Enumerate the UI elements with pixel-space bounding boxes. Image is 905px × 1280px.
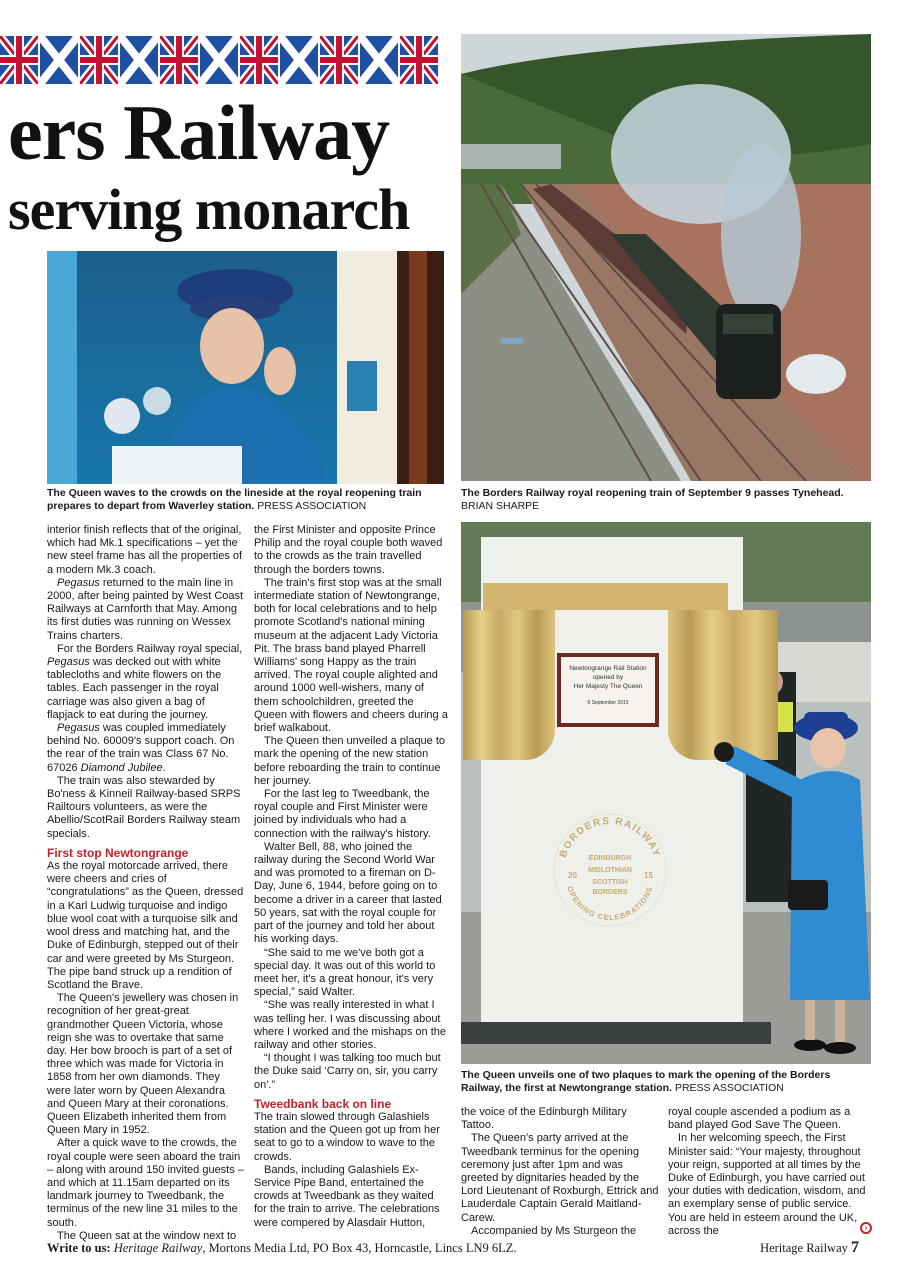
logo-arc-bottom: OPENING CELEBRATIONS (565, 884, 655, 923)
union-flag-icon (240, 36, 278, 84)
union-flag-icon (320, 36, 358, 84)
caption-credit: PRESS ASSOCIATION (257, 500, 367, 512)
footer-folio: Heritage Railway 7 (760, 1239, 859, 1256)
paragraph: For the Borders Railway royal special, Pegasus was decked out with white tablecloths and white flowers on the tables. Each passenger in the royal carriage was also given a bag of flapjack to eat during the journey. (47, 642, 243, 721)
body-column-4 (668, 1106, 866, 1238)
paragraph: For the last leg to Tweedbank, the royal couple and First Minister were joined by individuals who had a connection with the railway's history. (254, 788, 431, 840)
paragraph: In her welcoming speech, the First Minister said: “Your majesty, throughout your reign, supported at all times by the Duke of Edinburgh, you have carried out your duties with dedication, wisdom, and an exemplary sense of public service. You are held in esteem around the UK, across the (668, 1132, 866, 1237)
paragraph: The Queen sat at the window next to (57, 1229, 237, 1242)
queen-figure (710, 700, 870, 1060)
caption-credit: BRIAN SHARPE (461, 500, 540, 512)
caption-bold: The Queen waves to the crowds on the lineside at the royal reopening train prepares to depart from Waverley station. (47, 487, 422, 512)
queen-window-photo (47, 251, 444, 484)
union-flag-icon (400, 36, 438, 84)
paragraph: “She said to me we've both got a special day. It was out of this world to meet her, it's a great honour, it's very special,” said Walter. (254, 946, 436, 999)
logo-arc-top: BORDERS RAILWAY (557, 815, 663, 860)
sign-date: 9 September 2015 (587, 700, 629, 706)
body-column-2 (254, 524, 448, 1230)
paragraph: Pegasus was coupled immediately behind No. 60009's support coach. On the rear of the train was Class 67 No. 67026 Diamond Jubilee. (47, 722, 235, 774)
logo-l3: SCOTTISH (592, 879, 628, 886)
subheading: First stop Newtongrange (47, 845, 189, 860)
paragraph: The Queen's jewellery was chosen in recognition of her great-great grandmother Queen Victoria, whose reign she was to overtake that same day. Her bow brooch is part of a set of three which was made for Victoria in 1858 from her own diamonds. They were later worn by Queen Alexandra and Queen Mary at their coronations. Queen Elizabeth inherited them from Queen Mary in 1952. (47, 992, 239, 1137)
paragraph: interior finish reflects that of the original, which had Mk.1 specifications – yet the new steel frame has all the properties of a modern Mk.3 coach. (47, 524, 243, 576)
paragraph: The train's first stop was at the small intermediate station of Newtongrange, both for local celebrations and to help promote Scotland's national mining museum at the adjacent Lady Victoria Pit. The brass band played Pharrell Williams' song Happy as the train arrived. The royal couple alighted and around 1000 well-wishers, many of them schoolchildren, greeted the Queen with flowers and cheers during a brief walkabout. (254, 576, 448, 735)
headline-line1: ers Railway (8, 89, 390, 176)
union-flag-icon (80, 36, 118, 84)
union-flag-icon (40, 36, 78, 84)
page-number: 7 (851, 1239, 859, 1256)
union-flag-icon (120, 36, 158, 84)
caption-bold: The Borders Railway royal reopening train of September 9 passes Tynehead. (461, 487, 844, 499)
caption-bold: The Queen unveils one of two plaques to mark the opening of the Borders Railway, the first at Newtongrange station. (461, 1069, 831, 1094)
page-footer (47, 1241, 859, 1257)
paragraph: royal couple ascended a podium as a band played God Save The Queen. (668, 1106, 851, 1132)
paragraph: The train slowed through Galashiels station and the Queen got up from her seat to go to a window to wave to the crowds. (254, 1110, 440, 1163)
paragraph: Pegasus returned to the main line in 2000, after being painted by West Coast Railways at Carnforth that May. Among its first duties was running on Wessex Trains charters. (47, 576, 244, 642)
logo-l2: MIDLOTHIAN (588, 867, 632, 874)
paragraph: As the royal motorcade arrived, there were cheers and cries of “congratulations” as the Queen, dressed in a Karl Ludwig turquoise and indigo blue wool coat with a turquoise silk and wool dress and matching hat, and the Duke of Edinburgh, stepped out of their car and were greeted by Ms Sturgeon. The pipe band struck up a rendition of Scotland the Brave. (47, 860, 244, 991)
caption-queen-window (47, 487, 447, 513)
paragraph: “She was really interested in what I was telling her. I was discussing about where I worked and the mishaps on the railway and other stories. (254, 999, 447, 1051)
sign-line2: opened by (592, 674, 624, 681)
union-flag-bunting (0, 36, 460, 86)
footer-address: Write to us: Heritage Railway, Mortons Media Ltd, PO Box 43, Horncastle, Lincs LN9 6LZ. (47, 1241, 517, 1255)
caption-train (461, 487, 881, 513)
sign-line1: Newtongrange Rail Station (569, 665, 647, 672)
headline-line2: serving monarch (8, 177, 410, 242)
paragraph: the First Minister and opposite Prince Philip and the royal couple both waved to the crowds as the train travelled through the borders towns. (254, 524, 443, 576)
union-flag-icon (280, 36, 318, 84)
borders-railway-logo (550, 810, 670, 930)
paragraph: Walter Bell, 88, who joined the railway during the Second World War and was promoted to a fireman on D-Day, June 6, 1944, before going on to become a driver in a career that lasted 50 years, sat with the royal couple for part of the journey and told her about his working days. (254, 840, 442, 946)
union-flag-icon (200, 36, 238, 84)
svg-text:BORDERS RAILWAY (558, 816, 662, 859)
paragraph: Accompanied by Ms Sturgeon the (471, 1224, 637, 1237)
paragraph: The Queen's party arrived at the Tweedbank terminus for the opening ceremony just after 1pm and was greeted by dignitaries headed by the Lord Lieutenant of Roxburgh, Ettrick and Lauderdale Captain Gerald Maitland-Carew. (461, 1132, 659, 1224)
paragraph: The train was also stewarded by Bo'ness & Kinneil Railway-based SRPS Railtours volunteers, as were the Abellio/ScotRail Borders Railway steam specials. (47, 774, 241, 840)
union-flag-icon (160, 36, 198, 84)
train-photo (461, 34, 871, 481)
paragraph: “I thought I was talking too much but the Duke said ‘Carry on, sir, you carry on'.” (254, 1052, 441, 1091)
logo-year-left: 20 (568, 871, 577, 880)
paragraph: Bands, including Galashiels Ex-Service Pipe Band, entertained the crowds at Tweedbank as they waited for the train to arrive. The celebrations were compered by Alasdair Hutton, (254, 1163, 440, 1229)
curtain-pelmet (483, 583, 728, 610)
caption-plaque (461, 1069, 871, 1095)
continue-arrow-icon: › (860, 1222, 872, 1234)
logo-l1: EDINBURGH (588, 855, 632, 862)
body-column-1 (47, 524, 245, 1243)
body-column-3 (461, 1106, 659, 1238)
paragraph: the voice of the Edinburgh Military Tattoo. (461, 1106, 627, 1132)
subheading: Tweedbank back on line (254, 1096, 392, 1111)
logo-l4: BORDERS (592, 889, 628, 896)
sign-line3: Her Majesty The Queen (573, 683, 643, 690)
union-flag-icon (360, 36, 398, 84)
caption-credit: PRESS ASSOCIATION (674, 1082, 784, 1094)
gold-curtain-left (463, 610, 555, 760)
union-flag-icon (0, 36, 38, 84)
paragraph: After a quick wave to the crowds, the royal couple were seen aboard the train – along with around 150 invited guests – and which at 11.15am departed on its landmark journey to Tweedbank, the terminus of the new line 31 miles to the south. (47, 1137, 244, 1229)
paragraph: The Queen then unveiled a plaque to mark the opening of the new station before reboarding the train to continue her journey. (254, 735, 446, 787)
logo-year-right: 15 (644, 871, 653, 880)
station-sign (557, 653, 659, 727)
